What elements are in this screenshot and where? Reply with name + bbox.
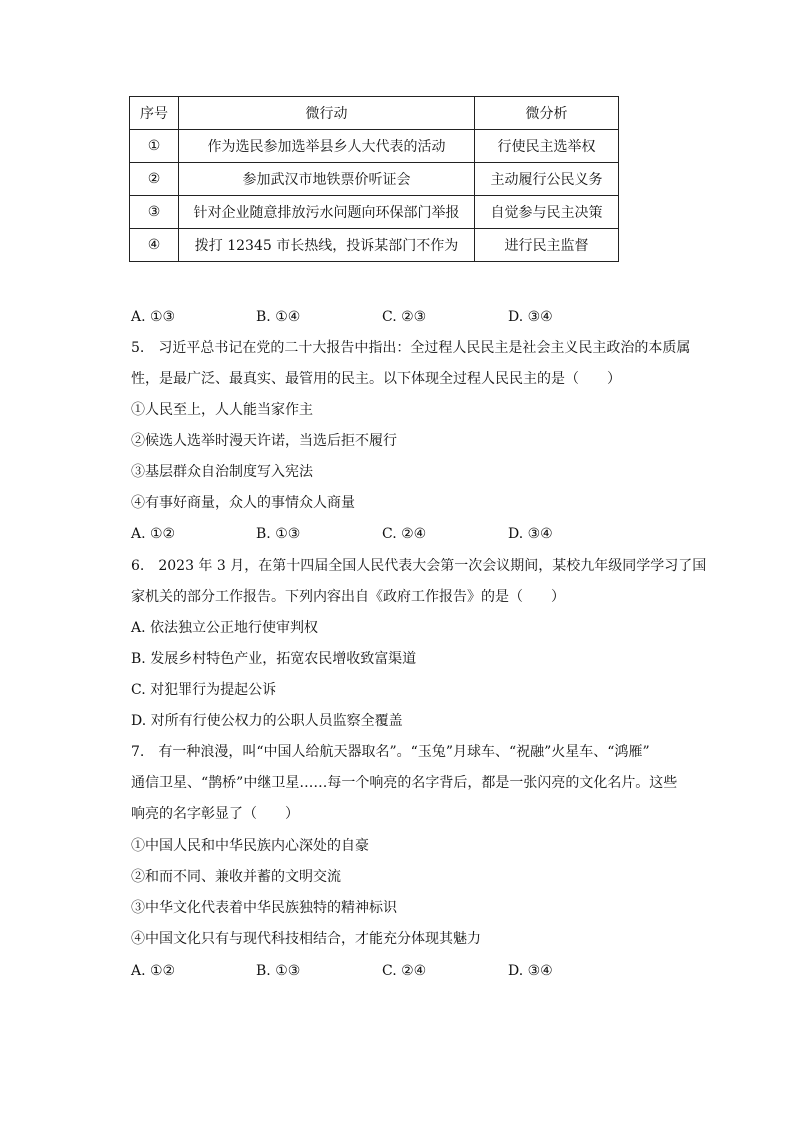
q5-stem-line: 5. 习近平总书记在党的二十大报告中指出：全过程人民民主是社会主义民主政治的本质属: [131, 340, 691, 356]
q7-option-b: B. ①③: [256, 963, 301, 979]
table-cell: 针对企业随意排放污水问题向环保部门举报: [179, 196, 475, 229]
table-cell: ③: [130, 196, 179, 229]
table-row: [130, 196, 619, 229]
analysis-table: [129, 96, 619, 262]
q5-option-a: A. ①②: [131, 526, 176, 542]
q6-option-a: A. 依法独立公正地行使审判权: [131, 620, 319, 636]
q7-option-a: A. ①②: [131, 963, 176, 979]
q5-option-b: B. ①③: [256, 526, 301, 542]
table-row: [130, 163, 619, 196]
table-cell: 自觉参与民主决策: [475, 196, 619, 229]
table-cell: 参加武汉市地铁票价听证会: [179, 163, 475, 196]
table-cell: ①: [130, 130, 179, 163]
q5-option-d: D. ③④: [508, 526, 553, 542]
header-number: 序号: [130, 97, 179, 130]
table-row: [130, 229, 619, 262]
q7-item: ①中国人民和中华民族内心深处的自豪: [131, 838, 369, 854]
q5-option-c: C. ②④: [382, 526, 427, 542]
table-cell: ②: [130, 163, 179, 196]
table-cell: ④: [130, 229, 179, 262]
q7-item: ③中华文化代表着中华民族独特的精神标识: [131, 900, 397, 916]
q5-stem-line: 性，是最广泛、最真实、最管用的民主。以下体现全过程人民民主的是（ ）: [131, 371, 621, 387]
q5-item: ②候选人选举时漫天许诺，当选后拒不履行: [131, 433, 397, 449]
q7-stem-line: 通信卫星、“鹊桥”中继卫星……每一个响亮的名字背后，都是一张闪亮的文化名片。这些: [131, 775, 678, 791]
q7-option-c: C. ②④: [382, 963, 427, 979]
header-analysis: 微分析: [475, 97, 619, 130]
q4-option-a: A. ①③: [131, 309, 176, 325]
table-header-row: [130, 97, 619, 130]
header-action: 微行动: [179, 97, 475, 130]
q7-stem-line: 响亮的名字彰显了（ ）: [131, 806, 299, 822]
table-row: [130, 130, 619, 163]
q7-item: ②和而不同、兼收并蓄的文明交流: [131, 869, 341, 885]
table-cell: 作为选民参加选举县乡人大代表的活动: [179, 130, 475, 163]
q7-item: ④中国文化只有与现代科技相结合，才能充分体现其魅力: [131, 931, 481, 947]
q6-stem-line: 家机关的部分工作报告。下列内容出自《政府工作报告》的是（ ）: [131, 589, 565, 605]
q7-option-d: D. ③④: [508, 963, 553, 979]
q4-option-b: B. ①④: [256, 309, 301, 325]
table-cell: 行使民主选举权: [475, 130, 619, 163]
q7-stem-line: 7. 有一种浪漫，叫“中国人给航天器取名”。“玉兔”月球车、“祝融”火星车、“鸿雁”: [131, 744, 650, 760]
q5-item: ③基层群众自治制度写入宪法: [131, 464, 313, 480]
q6-option-b: B. 发展乡村特色产业，拓宽农民增收致富渠道: [131, 651, 417, 667]
table-cell: 进行民主监督: [475, 229, 619, 262]
table-cell: 拨打 12345 市长热线，投诉某部门不作为: [179, 229, 475, 262]
table-cell: 主动履行公民义务: [475, 163, 619, 196]
q5-item: ④有事好商量，众人的事情众人商量: [131, 495, 355, 511]
q6-stem-line: 6. 2023 年 3 月，在第十四届全国人民代表大会第一次会议期间，某校九年级同学学习了国: [131, 558, 707, 574]
q6-option-d: D. 对所有行使公权力的公职人员监察全覆盖: [131, 713, 403, 729]
q5-item: ①人民至上，人人能当家作主: [131, 402, 313, 418]
q4-option-d: D. ③④: [508, 309, 553, 325]
q4-option-c: C. ②③: [382, 309, 427, 325]
q6-option-c: C. 对犯罪行为提起公诉: [131, 682, 277, 698]
